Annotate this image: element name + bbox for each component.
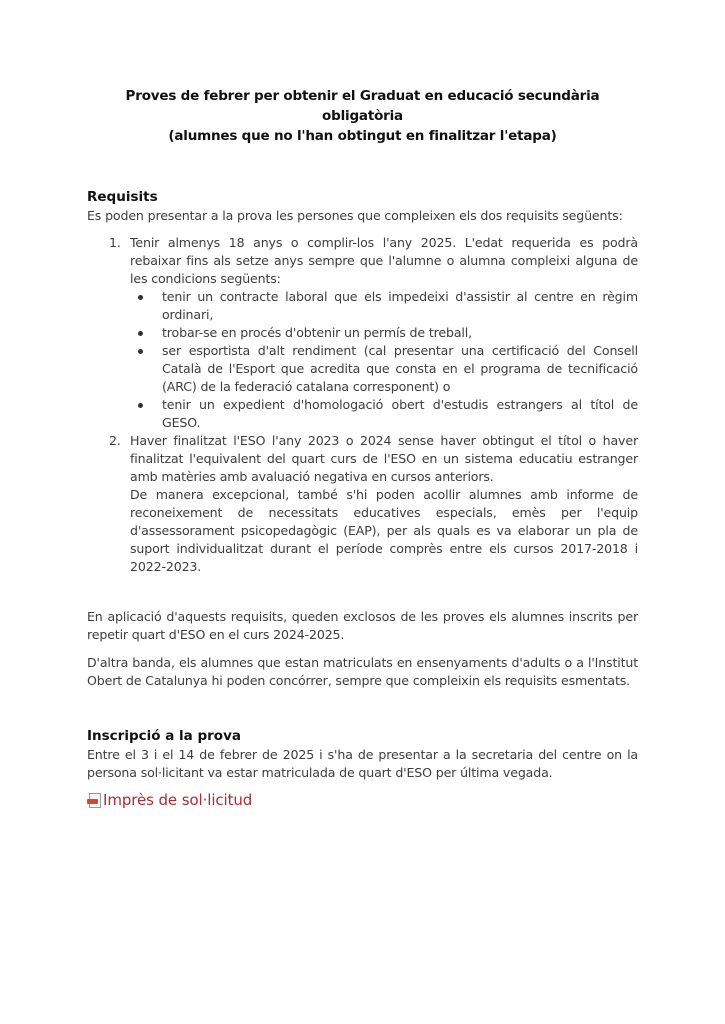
requisits-intro: Es poden presentar a la prova les persones que compleixen els dos requisits següents:: [87, 208, 623, 223]
requirement-item: [87, 234, 638, 432]
title-line-2: (alumnes que no l'han obtingut en finalitzar l'etapa): [168, 128, 557, 144]
requirements-list: [87, 234, 638, 576]
document-page: [87, 86, 638, 809]
condition-item: tenir un contracte laboral que els impedeixi d'assistir al centre en règim ordinari,: [130, 288, 638, 324]
condition-item: trobar-se en procés d'obtenir un permís de treball,: [130, 324, 638, 342]
condition-item: tenir un expedient d'homologació obert d'estudis estrangers al títol de GESO.: [130, 396, 638, 432]
requisits-heading: Requisits: [87, 189, 158, 205]
requirement-item: [87, 432, 638, 576]
conditions-list: [130, 288, 638, 432]
application-form-link-row[interactable]: [87, 791, 638, 809]
document-title: [87, 86, 638, 146]
title-line-1: Proves de febrer per obtenir el Graduat en educació secundària obligatòria: [125, 88, 600, 124]
inscripcio-text: Entre el 3 i el 14 de febrer de 2025 i s'ha de presentar a la secretaria del centre on la persona sol·licitant va estar matriculada de quart d'ESO per última vegada.: [87, 747, 638, 780]
requirement-extra: De manera excepcional, també s'hi poden acollir alumnes amb informe de reconeixement de necessitats educatives especials, emès per l'equip d'assessorament psicopedagògic (EAP), per als quals es va elaborar un pla de suport individualitzat durant el període comprès entre els cursos 2017-2018 i 2022-2023.: [130, 487, 638, 574]
pdf-file-icon[interactable]: [87, 792, 101, 808]
bullet-icon: [138, 331, 143, 336]
list-number: 2.: [109, 433, 121, 448]
condition-item: ser esportista d'alt rendiment (cal presentar una certificació del Consell Català de l'Esport que acredita que consta en el programa de tecnificació (ARC) de la federació catalana corresponent) o: [130, 342, 638, 396]
list-number: 1.: [109, 235, 121, 250]
bullet-icon: [138, 349, 143, 354]
inscripcio-heading: Inscripció a la prova: [87, 728, 241, 744]
adults-paragraph: D'altra banda, els alumnes que estan matriculats en ensenyaments d'adults o a l'Institut Obert de Catalunya hi poden concórrer, sempre que compleixin els requisits esmentats.: [87, 655, 638, 688]
requirement-text: Tenir almenys 18 anys o complir-los l'any 2025. L'edat requerida es podrà rebaixar fins als setze anys sempre que l'alumne o alumna compleixi alguna de les condicions següents:: [130, 235, 638, 286]
application-form-link[interactable]: Imprès de sol·licitud: [103, 791, 253, 809]
exclusion-paragraph: En aplicació d'aquests requisits, queden exclosos de les proves els alumnes inscrits per repetir quart d'ESO en el curs 2024-2025.: [87, 609, 638, 642]
bullet-icon: [138, 403, 143, 408]
bullet-icon: [138, 295, 143, 300]
requirement-text: Haver finalitzat l'ESO l'any 2023 o 2024 sense haver obtingut el títol o haver finalitzat l'equivalent del quart curs de l'ESO en un sistema educatiu estranger amb matèries amb avaluació negativa en cursos anteriors.: [130, 433, 638, 484]
